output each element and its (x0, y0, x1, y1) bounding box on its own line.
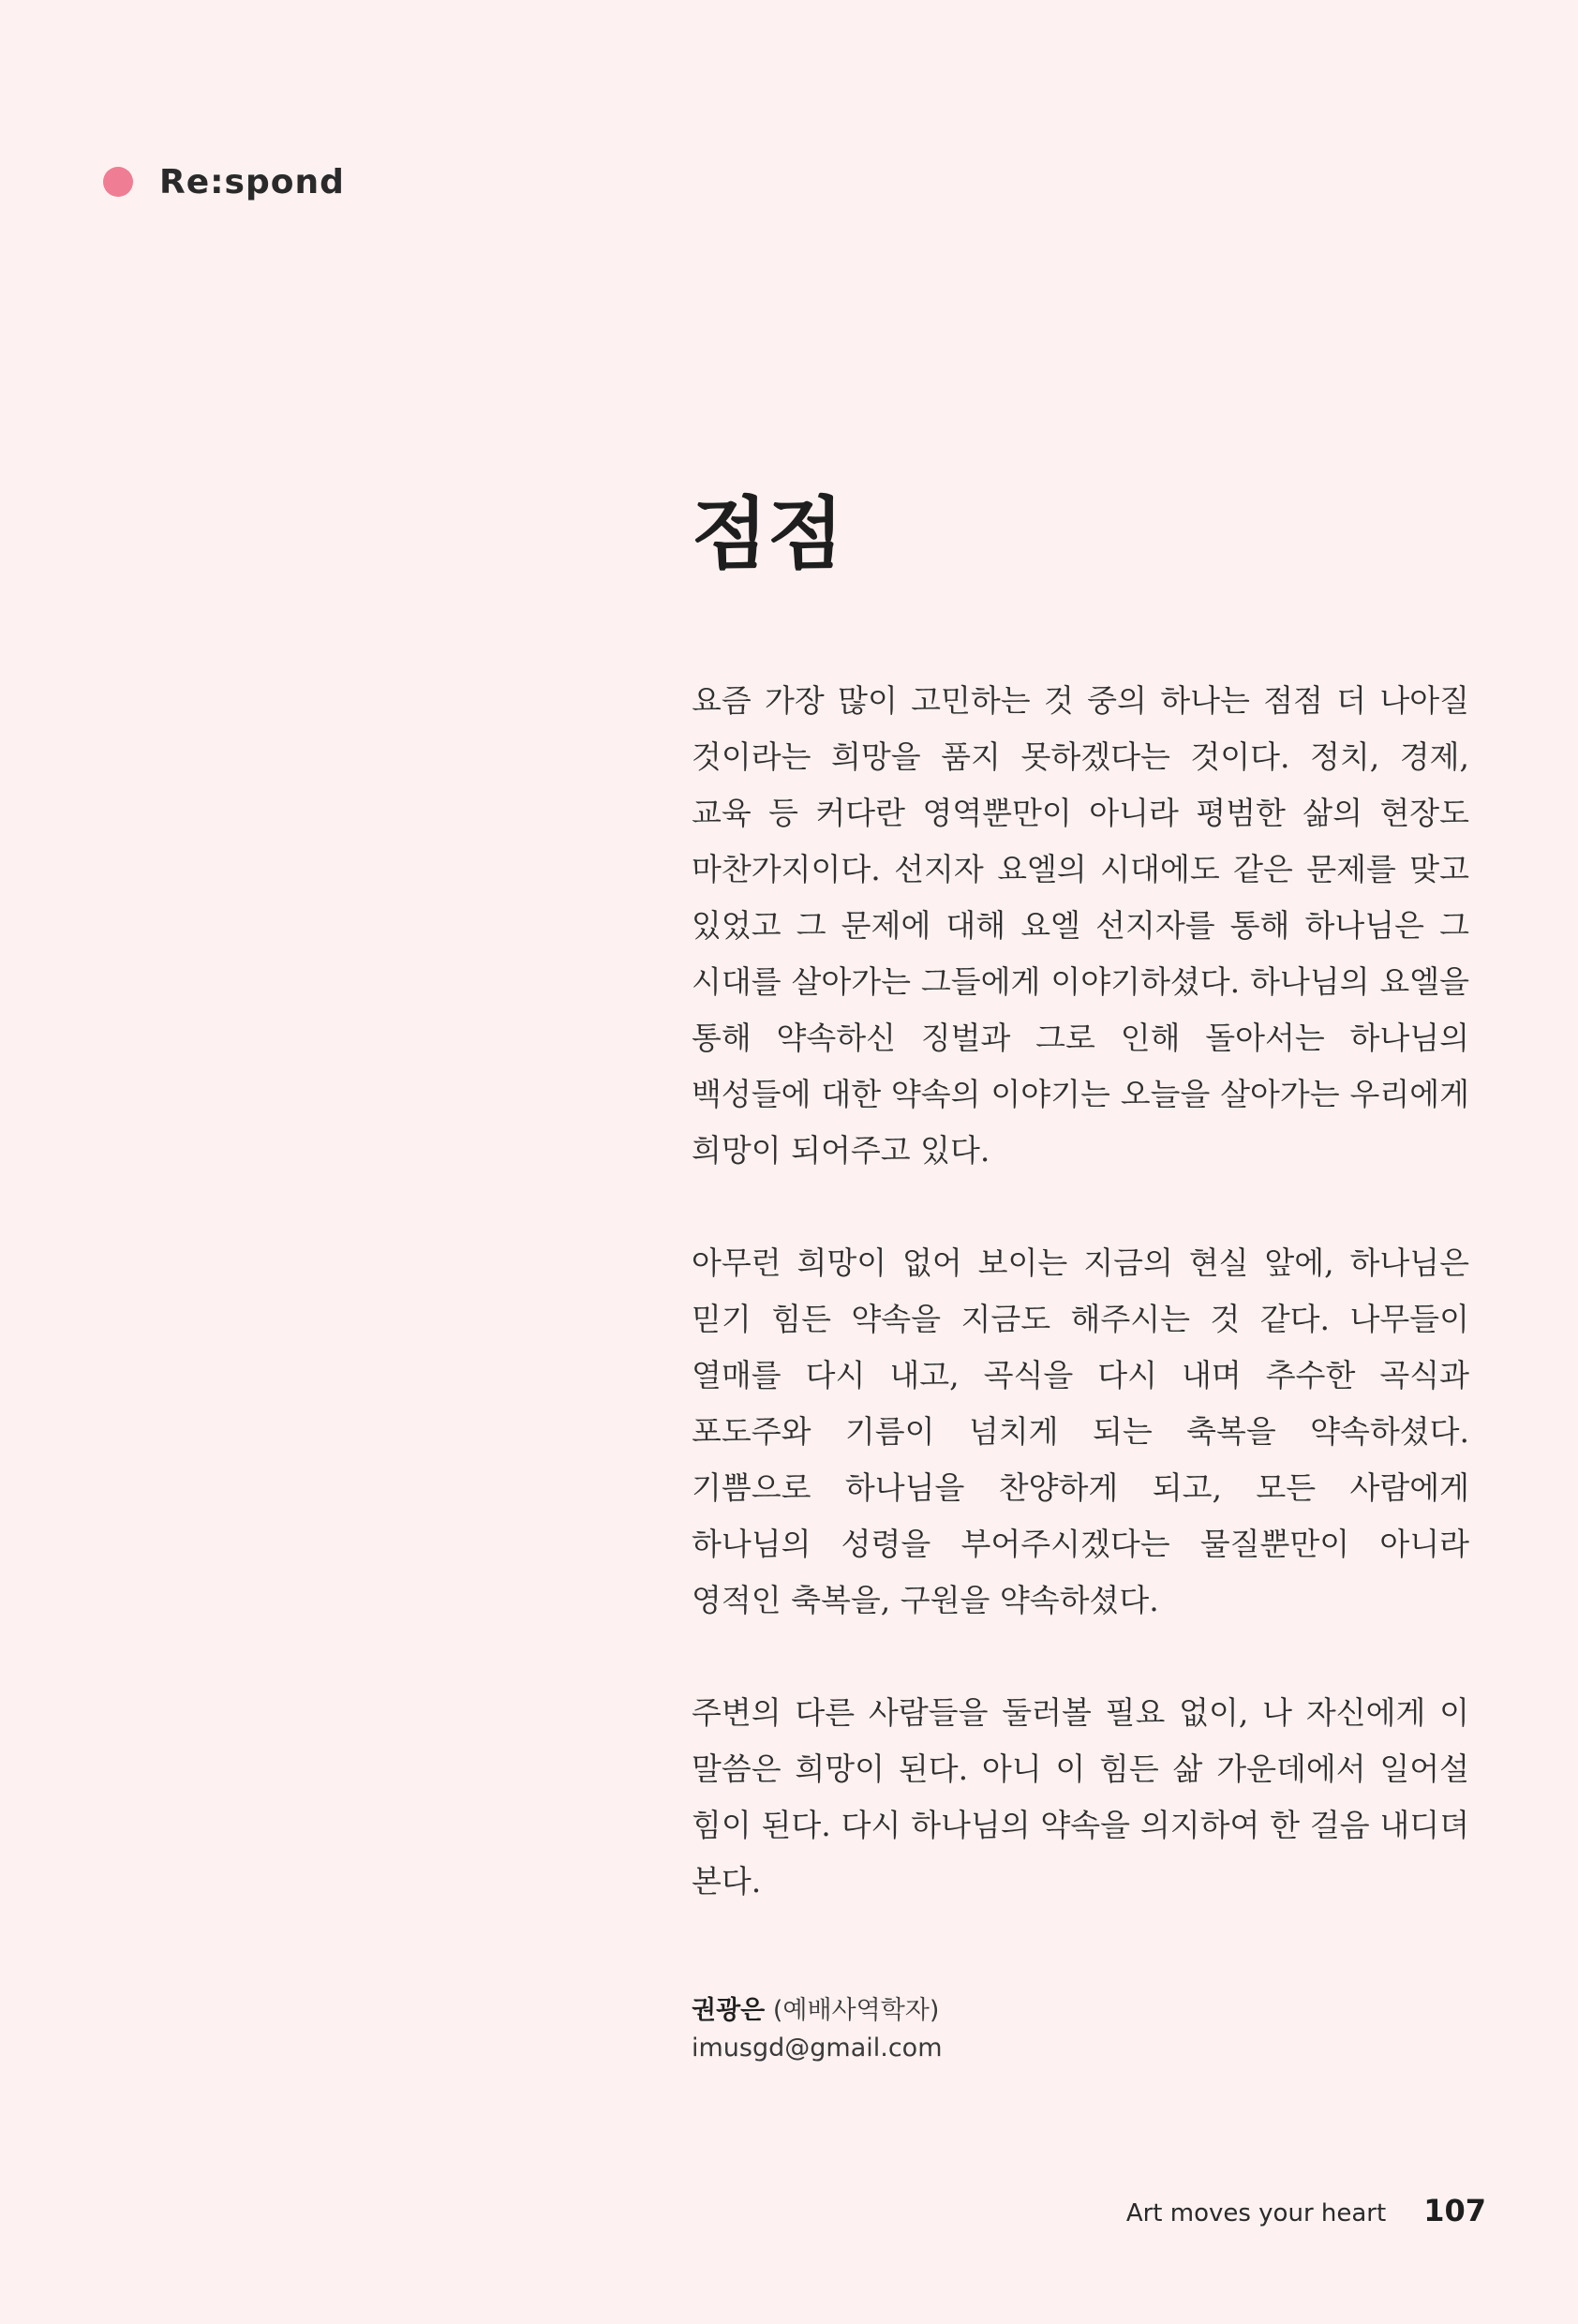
footer-tagline: Art moves your heart (1125, 2199, 1387, 2227)
section-label (103, 159, 345, 204)
article-paragraph-3: 주변의 다른 사람들을 둘러볼 필요 없이, 나 자신에게 이 말씀은 희망이 된다. 아니 이 힘든 삶 가운데에서 일어설 힘이 된다. 다시 하나님의 약속을 의지하여 한 걸음 내디뎌 본다. (692, 1694, 1469, 1899)
page-number: 107 (1423, 2193, 1486, 2228)
section-dot-icon (103, 167, 133, 197)
author-role: (예배사역학자) (772, 1996, 940, 2025)
article-body (692, 673, 1469, 1966)
author-info (692, 1992, 943, 2067)
article-title: 점점 (692, 487, 844, 580)
author-name: 권광은 (692, 1996, 766, 2025)
page-footer (1126, 2193, 1486, 2228)
article-paragraph-2: 아무런 희망이 없어 보이는 지금의 현실 앞에, 하나님은 믿기 힘든 약속을 지금도 해주시는 것 같다. 나무들이 열매를 다시 내고, 곡식을 다시 내며 추수한 곡식과 포도주와 기름이 넘치게 되는 축복을 약속하셨다. 기쁨으로 하나님을 찬양하게 되고, 모든 사람에게 하나님의 성령을 부어주시겠다는 물질뿐만이 아니라 영적인 축복을, 구원을 약속하셨다. (692, 1244, 1469, 1618)
author-email: imusgd@gmail.com (692, 2034, 943, 2063)
section-name: Re:spond (159, 162, 345, 201)
author-line (692, 1992, 943, 2030)
article-paragraph-1: 요즘 가장 많이 고민하는 것 중의 하나는 점점 더 나아질 것이라는 희망을 품지 못하겠다는 것이다. 정치, 경제, 교육 등 커다란 영역뿐만이 아니라 평범한 삶의 현장도 마찬가지이다. 선지자 요엘의 시대에도 같은 문제를 맞고 있었고 그 문제에 대해 요엘 선지자를 통해 하나님은 그 시대를 살아가는 그들에게 이야기하셨다. 하나님의 요엘을 통해 약속하신 징벌과 그로 인해 돌아서는 하나님의 백성들에 대한 약속의 이야기는 오늘을 살아가는 우리에게 희망이 되어주고 있다. (692, 682, 1469, 1169)
